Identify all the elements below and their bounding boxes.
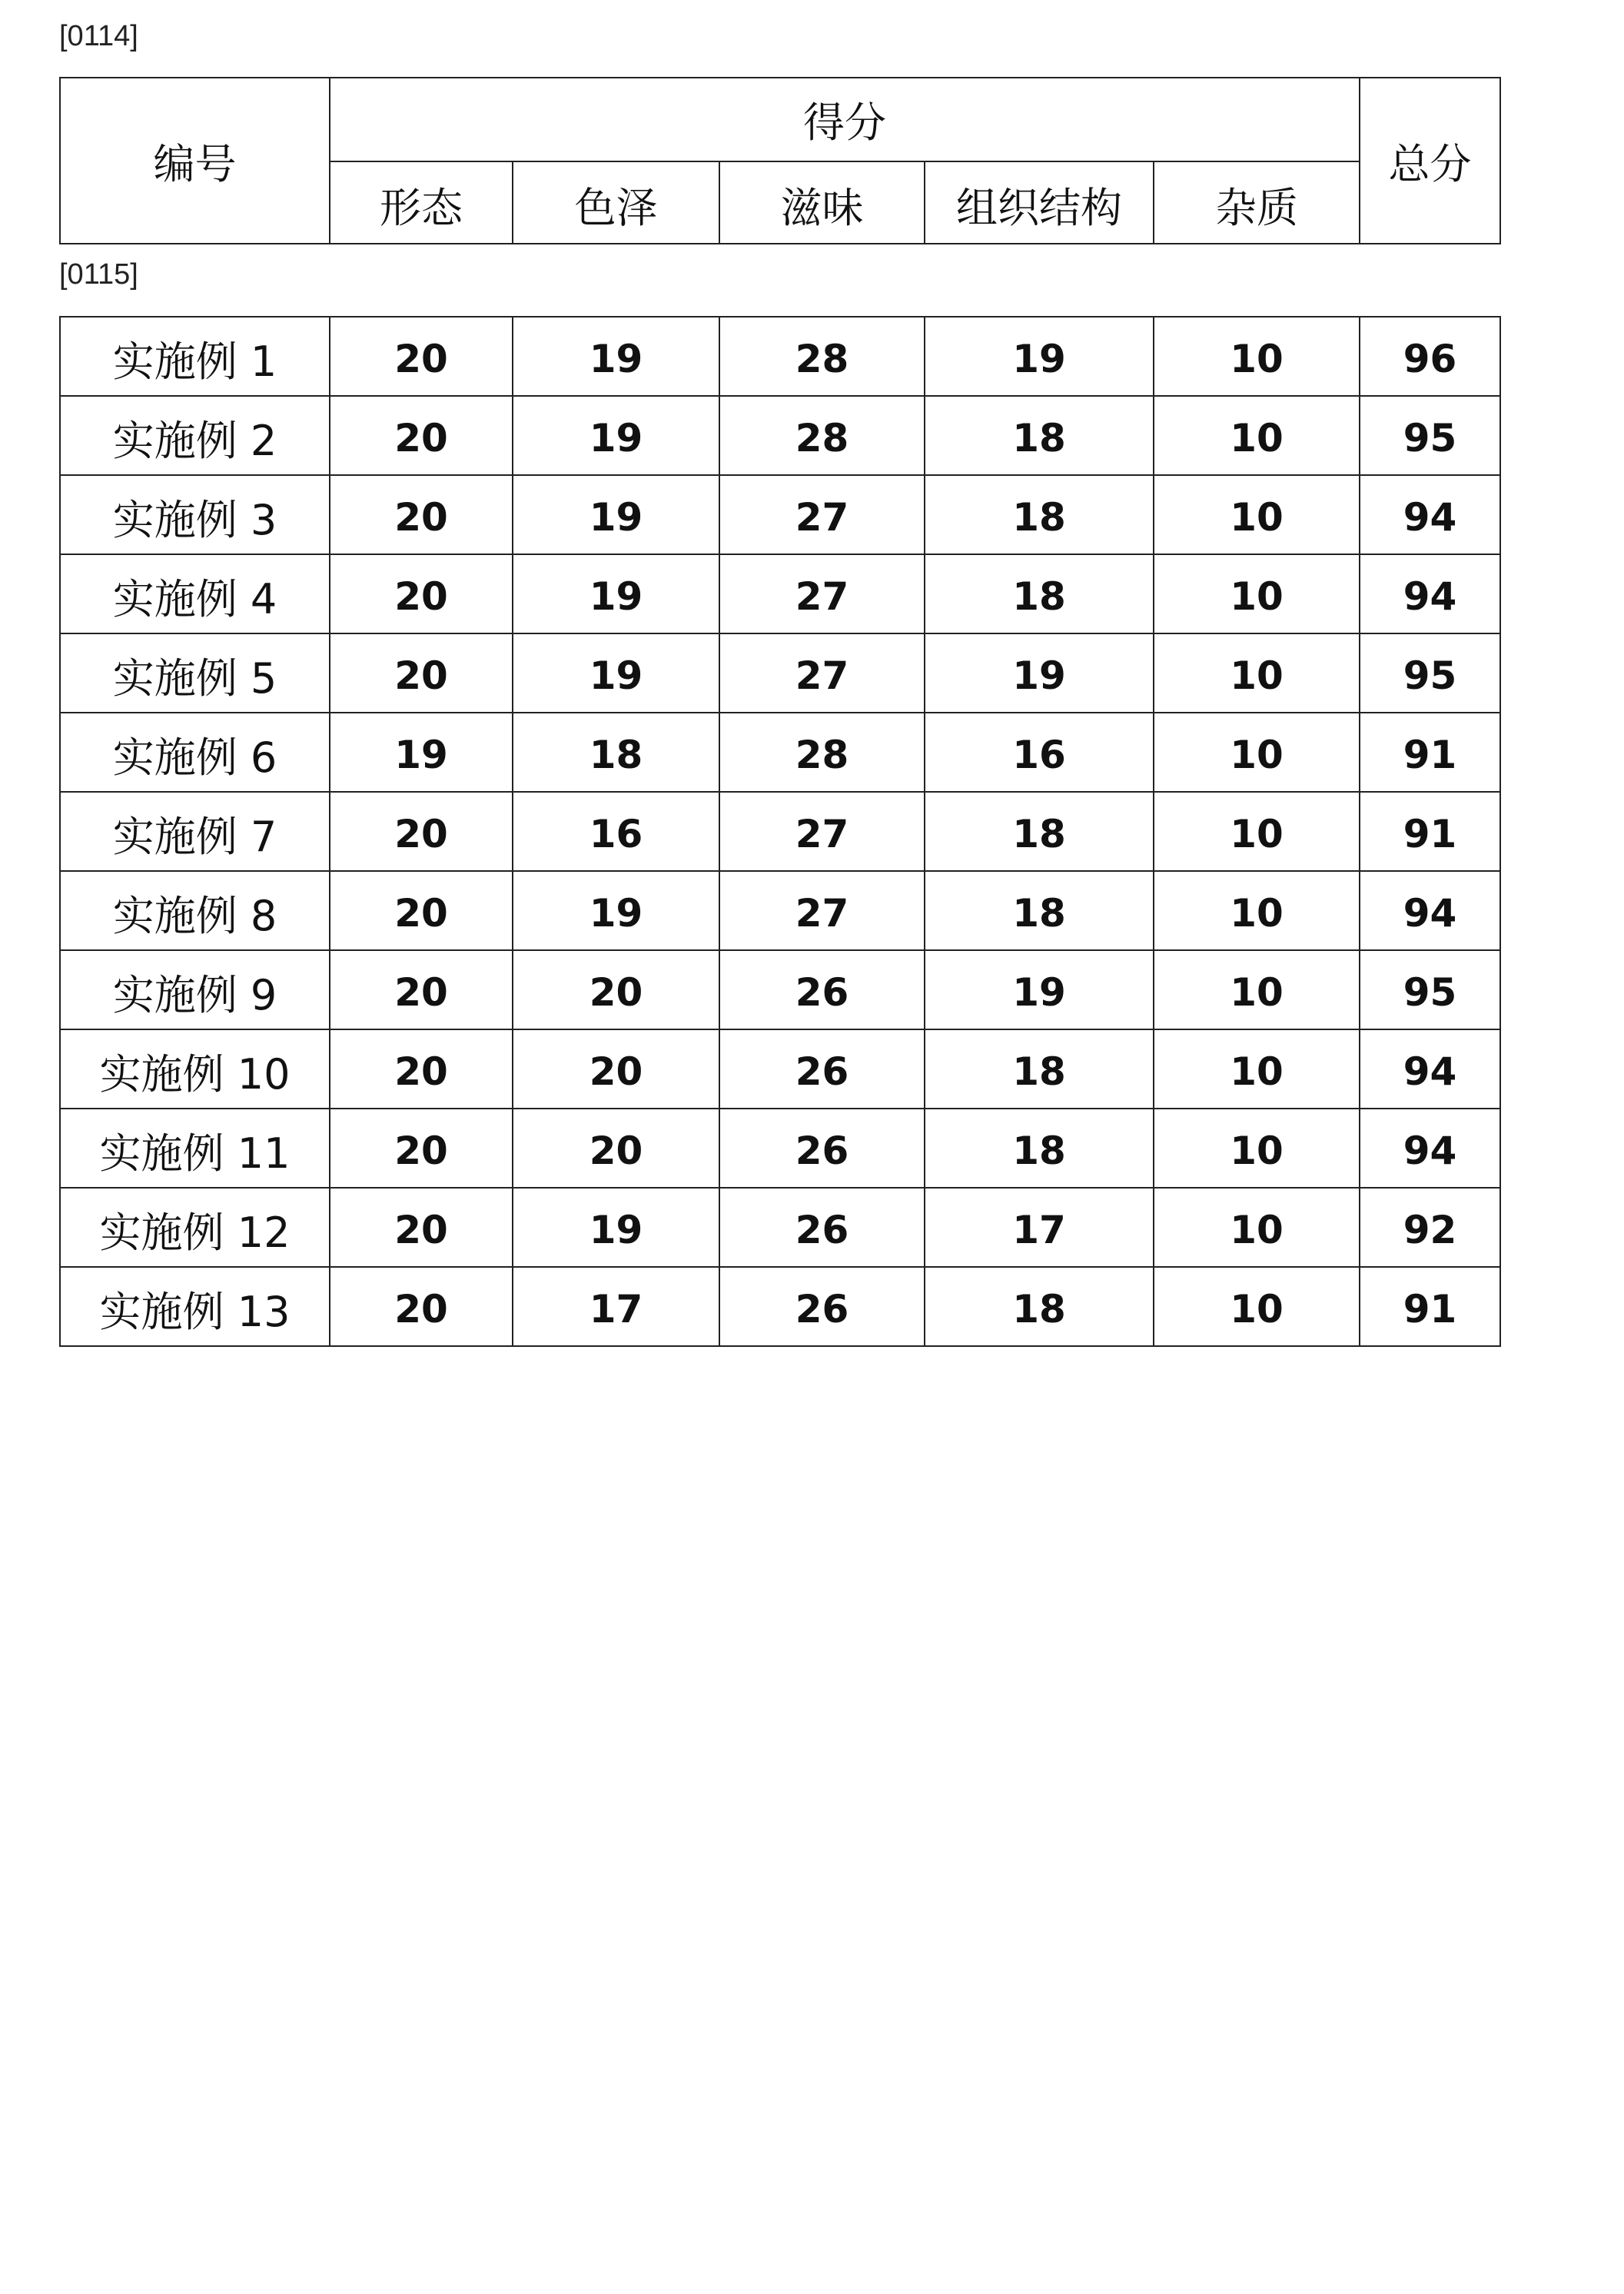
cell-example-label: 实施例 13 — [60, 1267, 330, 1346]
cell-example-label: 实施例 2 — [60, 396, 330, 475]
cell-color: 20 — [513, 950, 719, 1029]
cell-example-label: 实施例 4 — [60, 554, 330, 633]
cell-form: 20 — [330, 396, 513, 475]
table-row — [60, 554, 1500, 633]
cell-texture: 18 — [925, 1029, 1154, 1109]
cell-form: 20 — [330, 554, 513, 633]
cell-impurity: 10 — [1154, 871, 1360, 950]
cell-impurity: 10 — [1154, 713, 1360, 792]
table-row — [60, 317, 1500, 396]
cell-total: 94 — [1360, 554, 1500, 633]
cell-impurity: 10 — [1154, 475, 1360, 554]
paragraph-number-0115: [0115] — [59, 258, 138, 291]
cell-example-label: 实施例 1 — [60, 317, 330, 396]
cell-form: 20 — [330, 633, 513, 713]
cell-texture: 18 — [925, 871, 1154, 950]
cell-total: 91 — [1360, 713, 1500, 792]
table-row — [60, 1029, 1500, 1109]
cell-color: 19 — [513, 317, 719, 396]
cell-impurity: 10 — [1154, 554, 1360, 633]
cell-color: 19 — [513, 633, 719, 713]
cell-color: 18 — [513, 713, 719, 792]
table-row — [60, 713, 1500, 792]
cell-texture: 18 — [925, 475, 1154, 554]
cell-color: 19 — [513, 1188, 719, 1267]
header-score-group: 得分 — [330, 78, 1360, 161]
cell-texture: 18 — [925, 396, 1154, 475]
cell-taste: 27 — [719, 554, 925, 633]
cell-form: 20 — [330, 1109, 513, 1188]
cell-example-label: 实施例 6 — [60, 713, 330, 792]
cell-total: 94 — [1360, 475, 1500, 554]
cell-form: 20 — [330, 950, 513, 1029]
cell-texture: 18 — [925, 554, 1154, 633]
cell-impurity: 10 — [1154, 633, 1360, 713]
table-row — [60, 950, 1500, 1029]
cell-example-label: 实施例 12 — [60, 1188, 330, 1267]
cell-total: 96 — [1360, 317, 1500, 396]
cell-example-label: 实施例 3 — [60, 475, 330, 554]
cell-taste: 28 — [719, 396, 925, 475]
cell-form: 20 — [330, 871, 513, 950]
cell-total: 91 — [1360, 792, 1500, 871]
cell-form: 19 — [330, 713, 513, 792]
cell-example-label: 实施例 10 — [60, 1029, 330, 1109]
cell-taste: 28 — [719, 713, 925, 792]
cell-form: 20 — [330, 792, 513, 871]
cell-texture: 19 — [925, 317, 1154, 396]
cell-color: 16 — [513, 792, 719, 871]
cell-form: 20 — [330, 1188, 513, 1267]
cell-impurity: 10 — [1154, 317, 1360, 396]
score-data-table — [59, 316, 1501, 1347]
table-row — [60, 475, 1500, 554]
cell-impurity: 10 — [1154, 1109, 1360, 1188]
cell-total: 92 — [1360, 1188, 1500, 1267]
header-texture: 组织结构 — [925, 161, 1154, 244]
cell-texture: 16 — [925, 713, 1154, 792]
cell-color: 19 — [513, 871, 719, 950]
cell-taste: 27 — [719, 871, 925, 950]
cell-color: 19 — [513, 475, 719, 554]
table-row — [60, 1109, 1500, 1188]
cell-total: 94 — [1360, 871, 1500, 950]
cell-taste: 27 — [719, 633, 925, 713]
table-row — [60, 1267, 1500, 1346]
cell-taste: 26 — [719, 1029, 925, 1109]
cell-texture: 19 — [925, 633, 1154, 713]
cell-taste: 27 — [719, 475, 925, 554]
cell-taste: 26 — [719, 950, 925, 1029]
cell-total: 94 — [1360, 1109, 1500, 1188]
cell-color: 17 — [513, 1267, 719, 1346]
cell-impurity: 10 — [1154, 1029, 1360, 1109]
cell-form: 20 — [330, 1267, 513, 1346]
header-id: 编号 — [60, 78, 330, 244]
header-color: 色泽 — [513, 161, 719, 244]
header-total: 总分 — [1360, 78, 1500, 244]
paragraph-number-0114: [0114] — [59, 20, 138, 53]
cell-impurity: 10 — [1154, 1188, 1360, 1267]
cell-impurity: 10 — [1154, 1267, 1360, 1346]
header-taste: 滋味 — [719, 161, 925, 244]
cell-taste: 28 — [719, 317, 925, 396]
table-row — [60, 871, 1500, 950]
table-row — [60, 792, 1500, 871]
cell-texture: 18 — [925, 792, 1154, 871]
cell-taste: 26 — [719, 1267, 925, 1346]
table-row — [60, 1188, 1500, 1267]
cell-color: 19 — [513, 554, 719, 633]
header-impurity: 杂质 — [1154, 161, 1360, 244]
cell-total: 95 — [1360, 950, 1500, 1029]
header-form: 形态 — [330, 161, 513, 244]
cell-example-label: 实施例 5 — [60, 633, 330, 713]
cell-texture: 18 — [925, 1109, 1154, 1188]
cell-taste: 26 — [719, 1188, 925, 1267]
cell-example-label: 实施例 7 — [60, 792, 330, 871]
cell-form: 20 — [330, 317, 513, 396]
cell-color: 20 — [513, 1109, 719, 1188]
cell-total: 91 — [1360, 1267, 1500, 1346]
cell-taste: 26 — [719, 1109, 925, 1188]
table-row — [60, 633, 1500, 713]
cell-texture: 19 — [925, 950, 1154, 1029]
cell-total: 95 — [1360, 396, 1500, 475]
cell-total: 95 — [1360, 633, 1500, 713]
cell-color: 19 — [513, 396, 719, 475]
score-header-table — [59, 77, 1501, 244]
cell-impurity: 10 — [1154, 950, 1360, 1029]
cell-example-label: 实施例 8 — [60, 871, 330, 950]
cell-impurity: 10 — [1154, 396, 1360, 475]
cell-form: 20 — [330, 475, 513, 554]
cell-color: 20 — [513, 1029, 719, 1109]
cell-texture: 18 — [925, 1267, 1154, 1346]
cell-taste: 27 — [719, 792, 925, 871]
cell-total: 94 — [1360, 1029, 1500, 1109]
cell-impurity: 10 — [1154, 792, 1360, 871]
table-row — [60, 396, 1500, 475]
cell-texture: 17 — [925, 1188, 1154, 1267]
cell-example-label: 实施例 9 — [60, 950, 330, 1029]
cell-form: 20 — [330, 1029, 513, 1109]
cell-example-label: 实施例 11 — [60, 1109, 330, 1188]
